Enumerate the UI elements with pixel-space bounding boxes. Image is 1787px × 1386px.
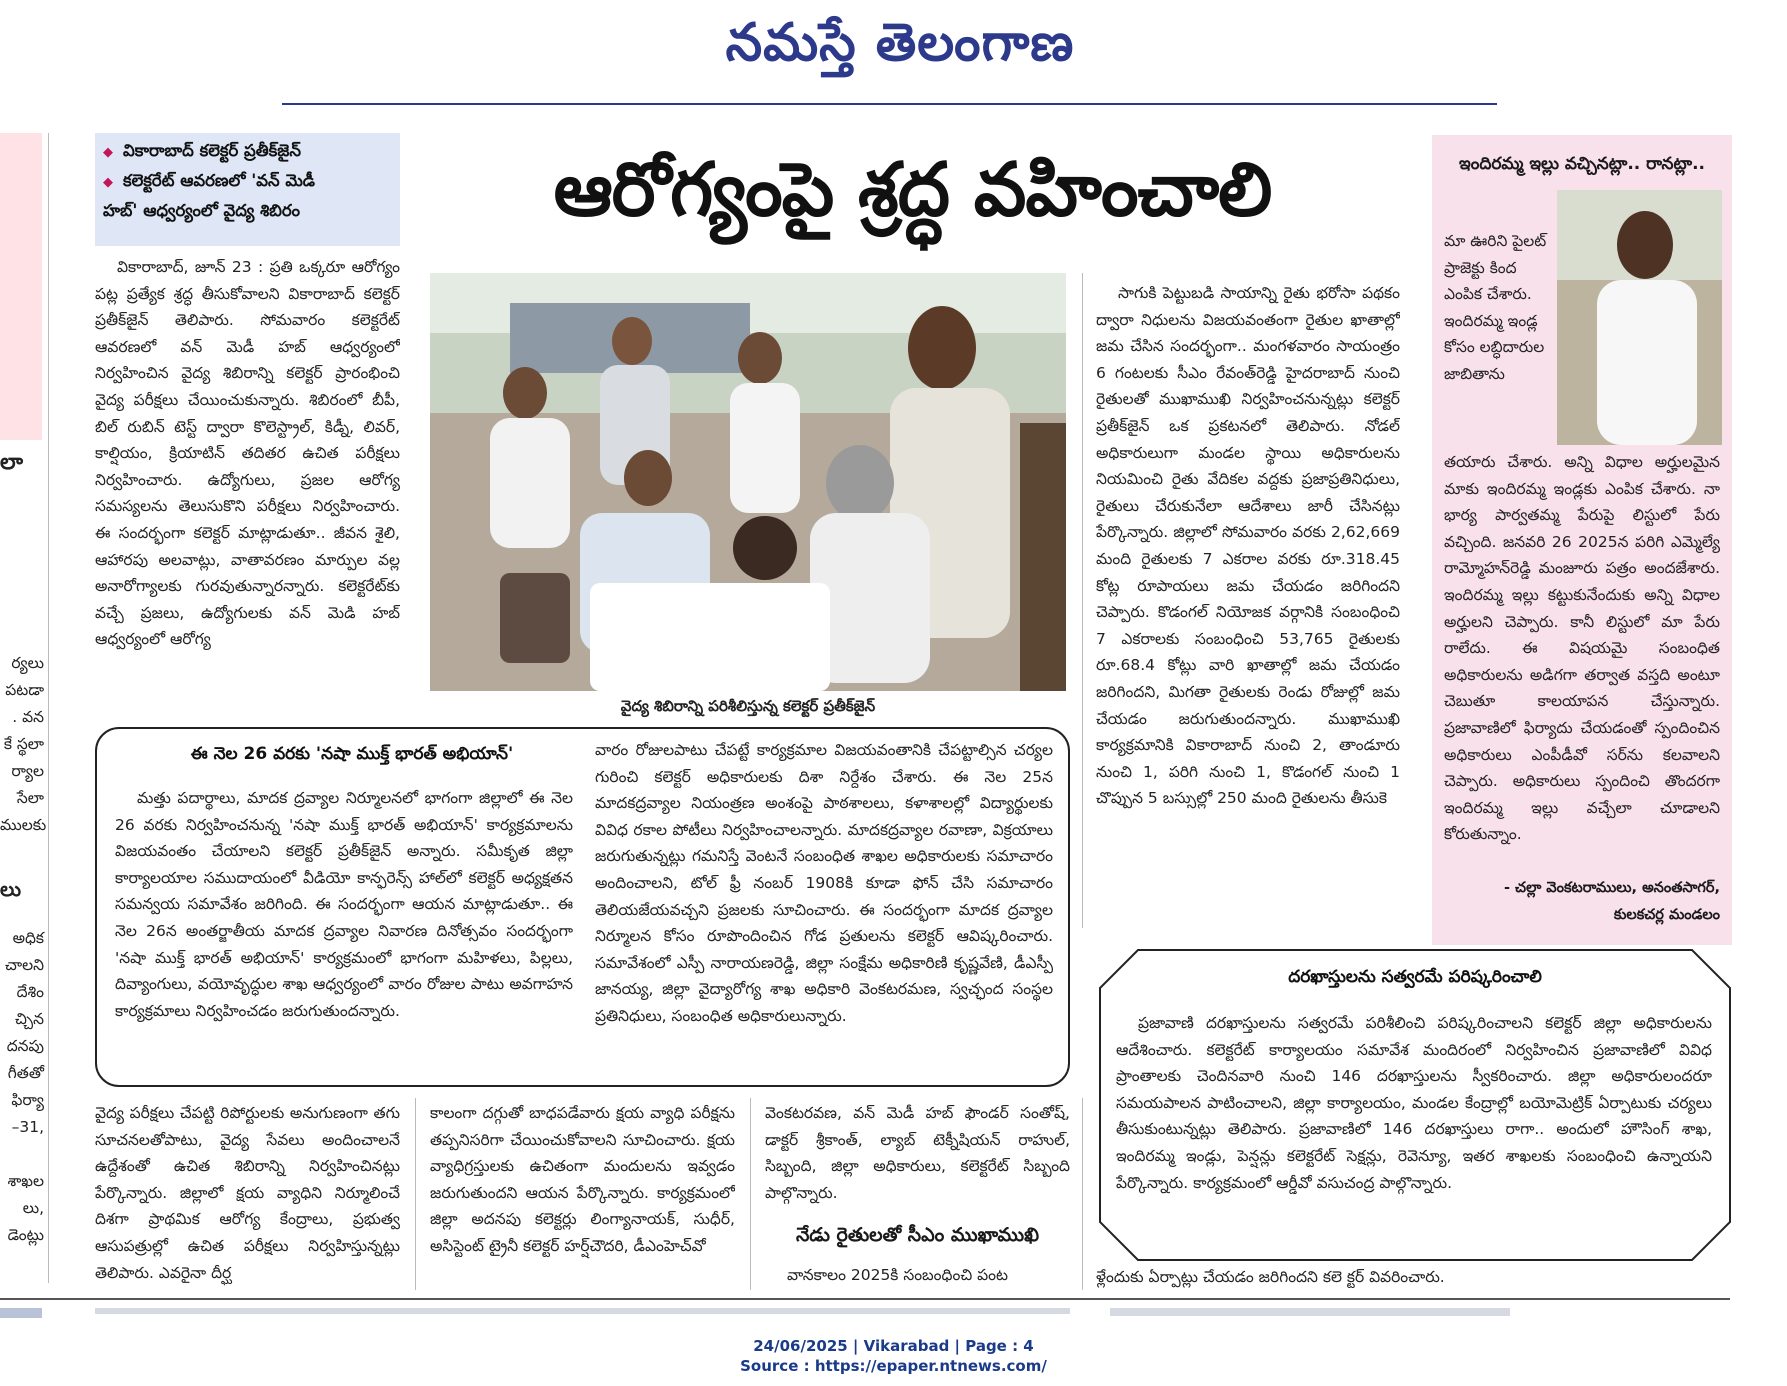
- adjacent-fragment: చ్చిన: [15, 1010, 44, 1028]
- farmers-paragraph: సాగుకి పెట్టుబడి సాయాన్ని రైతు భరోసా పథకం ద్వారా నిధులను విజయవంతంగా రైతుల ఖాతాల్లో జమ చేసిన సందర్భంగా.. మంగళవారం సాయంత్రం 6 గంటలకు సీఎం రేవంత్‌రెడ్డి హైదరాబాద్ నుంచి రైతులతో ముఖాముఖి నిర్వహించనున్నట్లు కలెక్టర్ ప్రతీక్‌జైన్ ఒక ప్రకటనలో తెలిపారు. నోడల్ అధికారులుగా మండల స్థాయి అధికారులను నియమించి రైతు వేదికల వద్దకు ప్రజాప్రతినిధులు, రైతులు చేరుకునేలా ఆదేశాలు జారీ చేసినట్లు పేర్కొన్నారు. జిల్లాలో సోమవారం వరకు 2,62,669 మంది రైతులకు 7 ఎకరాల వరకు రూ.318.45 కోట్ల రూపాయలు జమ చేయడం జరిగిందని చెప్పారు. కొడంగల్ నియోజక వర్గానికి సంబంధించి 7 ఎకరాలకు సంబంధించి 53,765 రైతులకు రూ.68.4 కోట్లు వారి ఖాతాల్లో జమ చేయడం జరిగిందని, మిగతా రైతులకు రెండు రోజుల్లో జమ చేయడం జరుగుతుందన్నారు. ముఖాముఖి కార్యక్రమానికి వికారాబాద్ నుంచి 2, తాండూరు నుంచి 1, పరిగి నుంచి 1, కొడంగల్ నుంచి 1 చొప్పున 5 బస్సుల్లో 250 మంది రైతులను తీసుకె: [1096, 284, 1400, 808]
- sidebar-intro-text: మా ఊరిని పైలట్ ప్రాజెక్టు కింద ఎంపిక చేశారు. ఇందిరమ్మ ఇండ్ల కోసం లబ్ధిదారుల జాబితాను: [1444, 232, 1547, 383]
- sidebar-byline: - చల్లా వెంకటరాములు, అనంతసాగర్,: [1503, 880, 1720, 896]
- diamond-icon: ◆: [103, 175, 113, 190]
- cm-meeting-subheading: నేడు రైతులతో సీఎం ముఖాముఖి: [795, 1224, 1040, 1246]
- column-divider: [48, 133, 49, 1283]
- adjacent-fragment: . వన: [12, 708, 44, 726]
- adjacent-fragment: ఫిర్యా: [11, 1091, 44, 1109]
- page-bottom-rule: [0, 1298, 1730, 1300]
- adjacent-fragment: ములకు: [0, 816, 47, 834]
- nasha-paragraph: వారం రోజులపాటు చేపట్టే కార్యక్రమాల విజయవంతానికి చేపట్టాల్సిన చర్యల గురించి కలెక్టర్ అధికారులకు దిశా నిర్దేశం చేశారు. ఈ నెల 25న మాదకద్రవ్యాల నియంత్రణ అంశంపై పాఠశాలలు, కళాశాలల్లో విద్యార్థులకు వివిధ రకాల పోటీలు నిర్వహించాలన్నారు. మాదకద్రవ్యాల రవాణా, విక్రయాలు జరుగుతున్నట్లు గమనిస్తే వెంటనే సంబంధిత శాఖల అధికారులకు సమాచారం అందించాలని, టోల్ ఫ్రీ నంబర్ 1908కి కూడా ఫోన్ చేసి సమాచారం తెలియజేయవచ్చని ప్రజలకు సూచించారు. ఈ సందర్భంగా మాదక ద్రవ్యాల నిర్మూలన కోసం రూపొందించిన గోడ ప్రతులను కలెక్టర్ ఆవిష్కరించారు. సమావేశంలో ఎస్పీ నారాయణరెడ్డి, జిల్లా సంక్షేమ అధికారిణి కృష్ణవేణి, డీఎస్పీ జానయ్య, జిల్లా వైద్యారోగ్య శాఖ అధికారి వెంకటరమణ, స్వచ్ఛంద సంస్థల ప్రతినిధులు, సంబంధిత అధికారులున్నారు.: [595, 741, 1053, 1025]
- sidebar-heading: ఇందిరమ్మ ఇల్లు వచ్చినట్లా.. రానట్లా..: [1459, 154, 1705, 174]
- adjacent-fragment: డెంట్లు: [7, 1226, 44, 1244]
- adjacent-fragment: దనపు: [6, 1037, 44, 1055]
- adjacent-article-fragment: [95, 1308, 1070, 1314]
- lead-continued-paragraph: వైద్య పరీక్షలు చేపట్టి రిపోర్టులకు అనుగుణంగా తగు సూచనలతోపాటు, వైద్య సేవలు అందించాలనే ఉద్దేశంతో ఉచిత శిబిరాన్ని నిర్వహించినట్లు పేర్కొన్నారు. జిల్లాలో క్షయ వ్యాధిని నిర్మూలించే దిశగా ప్రాథమిక ఆరోగ్య కేంద్రాలు, ప్రభుత్వ ఆసుపత్రుల్లో ఉచిత పరీక్షలు నిర్వహిస్తున్నట్లు తెలిపారు. ఎవరైనా దీర్ఘ: [95, 1104, 400, 1282]
- lead-article-continued-3: [765, 1100, 1070, 1210]
- column-divider: [415, 1098, 416, 1290]
- column-divider: [1082, 273, 1083, 928]
- sidebar-byline-place: కులకచర్ల మండలం: [1613, 907, 1720, 923]
- article-photo: [430, 273, 1066, 691]
- farmers-tail-paragraph: ళ్లేందుకు ఏర్పాట్లు చేయడం జరిగిందని కలె క్టర్ వివరించారు.: [1096, 1268, 1445, 1286]
- adjacent-fragment: శాఖల: [7, 1172, 44, 1190]
- prajavani-body: [1116, 1010, 1712, 1250]
- summary-bullet: ◆ కలెక్టరేట్ ఆవరణలో 'వన్ మెడీ: [103, 171, 316, 190]
- adjacent-fragment: –31,: [11, 1118, 44, 1136]
- source-link[interactable]: Source : https://epaper.ntnews.com/: [740, 1357, 1047, 1375]
- summary-bullets: [95, 133, 400, 246]
- main-headline: ఆరోగ్యంపై శ్రద్ధ వహించాలి: [553, 147, 1272, 233]
- adjacent-fragment: పటడా: [5, 681, 44, 699]
- adjacent-article-fragment: [1110, 1308, 1510, 1316]
- adjacent-fragment: అధిక: [12, 929, 44, 947]
- photo-caption: వైద్య శిబిరాన్ని పరిశీలిస్తున్న కలెక్టర్ ప్రతీక్‌జైన్: [620, 697, 876, 715]
- summary-bullet: ◆ వికారాబాద్ కలెక్టర్ ప్రతీక్‌జైన్: [103, 141, 301, 160]
- edition-info: 24/06/2025 | Vikarabad | Page : 4: [753, 1337, 1034, 1355]
- prajavani-paragraph: ప్రజావాణి దరఖాస్తులను సత్వరమే పరిశీలించి పరిష్కరించాలని కలెక్టర్ జిల్లా అధికారులను ఆదేశించారు. కలెక్టరేట్ కార్యాలయం సమావేశ మందిరంలో నిర్వహించిన ప్రజావాణిలో వివిధ ప్రాంతాలకు చెందినవారి నుంచి 146 దరఖాస్తులను స్వీకరించారు. జిల్లా అధికారులందరూ సమయపాలన పాటించాలని, జిల్లా కార్యాలయం, మండల కేంద్రాల్లో బయోమెట్రిక్ ఏర్పాటుకు చర్యలు తీసుకుంటున్నట్లు తెలిపారు. ప్రజావాణిలో 146 దరఖాస్తులు రాగా.. అందులో హౌసింగ్ శాఖ, ఇందిరమ్మ ఇండ్లు, పెన్షన్లు కలెక్టరేట్ సెక్షన్లు, రెవెన్యూ, ఇతర శాఖలకు సంబంధించి ఉన్నాయని పేర్కొన్నారు. కార్యక్రమంలో ఆర్డీవో వసుచంద్ర పాల్గొన్నారు.: [1116, 1014, 1712, 1192]
- farmers-article-column: [1096, 280, 1400, 925]
- lead-paragraph: వికారాబాద్, జూన్ 23 : ప్రతి ఒక్కరూ ఆరోగ్యం పట్ల ప్రత్యేక శ్రద్ధ తీసుకోవాలని వికారాబాద్ కలెక్టర్ ప్రతీక్‌జైన్ తెలిపారు. సోమవారం కలెక్టరేట్ ఆవరణలో వన్ మెడీ హబ్ ఆధ్వర్యంలో నిర్వహించిన వైద్య శిబిరాన్ని కలెక్టర్ ప్రారంభించి వైద్య పరీక్షలు చేయించుకున్నారు. శిబిరంలో బీపీ, బిల్ రుబిన్ టెస్ట్ ద్వారా కొలెస్ట్రాల్, కిడ్నీ, లివర్, కాల్షియం, క్రియాటిన్ తదితర ఉచిత పరీక్షలు నిర్వహించారు. ఉద్యోగులు, ప్రజల ఆరోగ్య సమస్యలను తెలుసుకొని పరీక్షలు నిర్వహించారు. ఈ సందర్భంగా కలెక్టర్ మాట్లాడుతూ.. జీవన శైలి, ఆహారపు అలవాట్లు, వాతావరణం మార్పుల వల్ల అనారోగ్యాలకు గురవుతున్నారన్నారు. కలెక్టరేట్‌కు వచ్చే ప్రజలు, ఉద్యోగులకు వన్ మెడి హబ్ ఆధ్వర్యంలో ఆరోగ్య: [95, 258, 400, 649]
- nasha-paragraph: మత్తు పదార్థాలు, మాదక ద్రవ్యాల నిర్మూలనలో భాగంగా జిల్లాలో ఈ నెల 26 వరకు నిర్వహించనున్న 'నషా ముక్త్ భారత్ అభియాన్' కార్యక్రమాలను విజయవంతం చేయాలని కలెక్టర్ ప్రతీక్‌జైన్ అన్నారు. సమీకృత జిల్లా కార్యాలయాల సముదాయంలో వీడియో కాన్ఫరెన్స్ హాల్‌లో కలెక్టర్ అధ్యక్షతన సమన్వయ సమావేశం జరిగింది. ఈ సందర్భంగా ఆయన మాట్లాడుతూ.. ఈ నెల 26న అంతర్జాతీయ మాదక ద్రవ్యాల నివారణ దినోత్సవం సందర్భంగా 'నషా ముక్త్ భారత్ అభియాన్' కార్యక్రమంలో భాగంగా మహిళలు, పిల్లలు, దివ్యాంగులు, వయోవృద్ధుల శాఖ ఆధ్వర్యంలో వారం రోజుల పాటు అవగాహన కార్యక్రమాలు నిర్వహించడం జరుగుతుందన్నారు.: [115, 789, 573, 1020]
- nasha-box-heading: ఈ నెల 26 వరకు 'నషా ముక్త్ భారత్ అభియాన్': [190, 744, 514, 764]
- cm-meeting-paragraph: వానకాలం 2025కి సంబంధించి పంట: [787, 1266, 1008, 1284]
- cm-meeting-text: [765, 1262, 1070, 1292]
- lead-continued-paragraph: వెంకటరవణ, వన్ మెడీ హబ్ ఫౌండర్ సంతోష్, డాక్టర్ శ్రీకాంత్, ల్యాబ్ టెక్నీషియన్ రాహుల్, సిబ్బంది, జిల్లా అధికారులు, కలెక్టరేట్ సిబ్బంది పాల్గొన్నారు.: [765, 1104, 1070, 1202]
- adjacent-fragment: లు,: [22, 1199, 44, 1217]
- adjacent-article-fragment: [0, 1308, 42, 1318]
- newspaper-title: నమస్తే తెలంగాణ: [725, 13, 1075, 73]
- adjacent-fragment: లా: [0, 450, 24, 475]
- diamond-icon: ◆: [103, 145, 113, 160]
- medical-camp-photo: [430, 273, 1066, 691]
- column-divider: [1082, 1098, 1083, 1290]
- lead-continued-paragraph: కాలంగా దగ్గుతో బాధపడేవారు క్షయ వ్యాధి పరీక్షను తప్పనిసరిగా చేయించుకోవాలని సూచించారు. క్షయ వ్యాధిగ్రస్తులకు ఉచితంగా మందులను ఇవ్వడం జరుగుతుందని ఆయన పేర్కొన్నారు. కార్యక్రమంలో జిల్లా అదనపు కలెక్టర్లు లింగ్యానాయక్, సుధీర్, అసిస్టెంట్ ట్రైనీ కలెక్టర్ హర్ష్‌చౌదరి, డీఎంహెచ్‌వో: [430, 1104, 735, 1255]
- page-footer: [0, 1336, 1787, 1376]
- nasha-box-column-1: [115, 785, 573, 1075]
- adjacent-fragment: చాలని: [5, 956, 44, 974]
- adjacent-article-photo: [0, 133, 42, 440]
- adjacent-fragment: కే స్థలా: [3, 735, 44, 753]
- prajavani-box: [1098, 948, 1732, 1262]
- nasha-box-column-2: [595, 737, 1053, 1077]
- masthead: [0, 0, 1787, 100]
- prajavani-heading: దరఖాస్తులను సత్వరమే పరిష్కరించాలి: [1288, 967, 1542, 987]
- nasha-mukt-box: [95, 727, 1070, 1087]
- sidebar-body: తయారు చేశారు. అన్ని విధాల అర్హులమైన మాకు ఇందిరమ్మ ఇండ్లకు ఎంపిక చేశారు. నా భార్య పార్వతమ్మ పేరుపై లిస్టులో పేరు వచ్చింది. జనవరి 26 2025న పరిగి ఎమ్మెల్యే రామ్మోహన్‌రెడ్డి మంజూరు పత్రం అందజేశారు. ఇందిరమ్మ ఇల్లు కట్టుకునేందుకు అన్ని విధాల అర్హులని చెప్పారు. కానీ లిస్టులో మా పేరు రాలేదు. ఈ విషయమై సంబంధిత అధికారులను అడిగగా తర్వాత వస్తది అంటూ చెబుతూ కాలయాపన చేస్తున్నారు. ప్రజావాణిలో ఫిర్యాదు చేయడంతో స్పందించిన అధికారులు ఎంపీడీవో సర్‌ను కలవాలని చెప్పారు. అధికారులు స్పందించి తొందరగా ఇందిరమ్మ ఇల్లు వచ్చేలా చూడాలని కోరుతున్నాం.: [1444, 453, 1720, 844]
- summary-bullet: హబ్' ఆధ్వర్యంలో వైద్య శిబిరం: [103, 201, 301, 220]
- citizen-photo: [1557, 190, 1722, 445]
- adjacent-fragment: గీతతో: [7, 1064, 44, 1082]
- lead-article-continued-2: [430, 1100, 735, 1290]
- indiramma-sidebar: [1432, 135, 1732, 945]
- farmers-article-tail: [1096, 1264, 1730, 1292]
- masthead-rule: [282, 103, 1497, 105]
- adjacent-fragment: ర్యలు: [11, 654, 44, 672]
- adjacent-fragment: ర్యాల: [11, 762, 44, 780]
- lead-article-continued: [95, 1100, 400, 1290]
- adjacent-fragment: లు: [0, 877, 22, 901]
- column-divider: [750, 1098, 751, 1290]
- lead-article-column: [95, 254, 400, 712]
- portrait-photo: [1557, 190, 1722, 445]
- adjacent-fragment: సేలా: [16, 789, 44, 807]
- adjacent-fragment: దేశిం: [16, 983, 44, 1001]
